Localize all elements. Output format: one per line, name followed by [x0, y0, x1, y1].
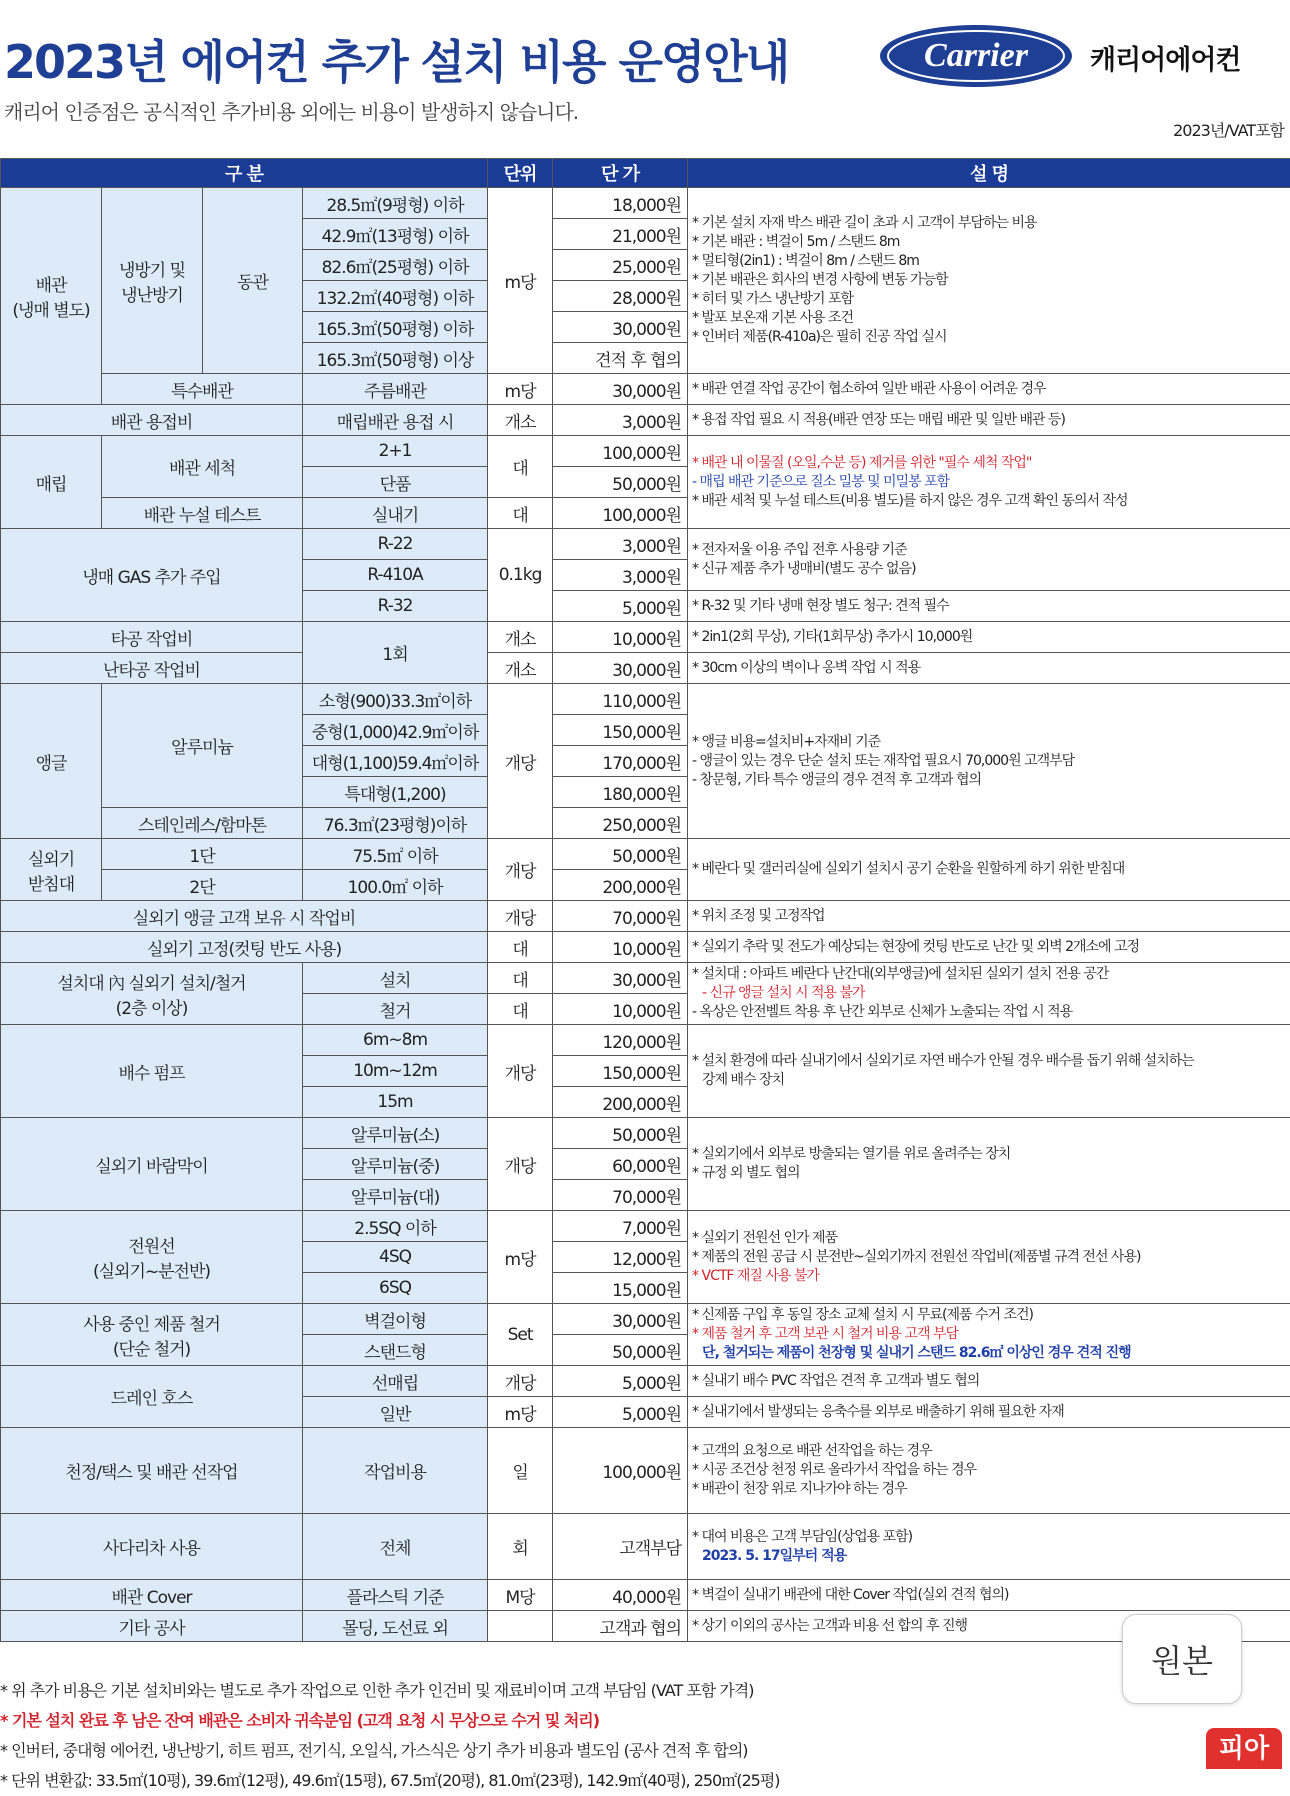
vat-note: 2023년/VAT포함: [1173, 118, 1284, 141]
carrier-logo: [876, 22, 1076, 90]
piping-price: 30,000원: [553, 374, 688, 405]
special-piping-desc: * 배관 연결 작업 공간이 협소하여 일반 배관 사용이 어려운 경우: [688, 374, 1290, 405]
removal-item: 스탠드형: [303, 1335, 488, 1366]
embedded-item: 실내기: [303, 498, 488, 529]
windguard-item: 알루미늄(소): [303, 1118, 488, 1149]
drain-item: 선매립: [303, 1366, 488, 1397]
ceiling-description: [688, 1428, 1290, 1514]
piping-price: 25,000원: [553, 250, 688, 281]
windguard-price: 60,000원: [553, 1149, 688, 1180]
drain-price: 5,000원: [553, 1397, 688, 1428]
drilling-desc: * 2in1(2회 무상), 기타(1회무상) 추가시 10,000원: [688, 622, 1290, 653]
table-row: [1, 1366, 1290, 1397]
special-piping-label: 특수배관: [102, 374, 303, 405]
footnote: * 인버터, 중대형 에어컨, 냉난방기, 히트 펌프, 전기식, 오일식, 가스식은 상기 추가 비용과 별도임 (공사 견적 후 합의): [0, 1736, 1110, 1766]
angle-price: 250,000원: [553, 808, 688, 839]
piping-subgroup-label: 냉방기 및 냉난방기: [102, 188, 203, 374]
power-item: 4SQ: [303, 1242, 488, 1273]
ceiling-price: 100,000원: [553, 1428, 688, 1514]
gas-unit: 0.1kg: [488, 529, 553, 622]
gas-price: 3,000원: [553, 560, 688, 591]
pump-price: 150,000원: [553, 1056, 688, 1087]
windguard-price: 70,000원: [553, 1180, 688, 1211]
footnote: * 위 추가 비용은 기본 설치비와는 별도로 추가 작업으로 인한 추가 인건비 및 재료비이며 고객 부담임 (VAT 포함 가격): [0, 1676, 1110, 1706]
cover-unit: M당: [488, 1580, 553, 1611]
pump-price: 200,000원: [553, 1087, 688, 1118]
piping-group-label: 배관 (냉매 별도): [1, 188, 102, 405]
table-row: [1, 529, 1290, 560]
gas-desc-line: * 신규 제품 추가 냉매비(별도 공수 없음): [692, 560, 1286, 579]
embedded-price: 100,000원: [553, 498, 688, 529]
ceiling-item: 작업비용: [303, 1428, 488, 1514]
drain-unit: 개당: [488, 1366, 553, 1397]
piping-item: 165.3㎡(50평형) 이상: [303, 343, 488, 374]
ladder-desc-blue: 2023. 5. 17일부터 적용: [692, 1547, 1286, 1566]
ceiling-unit: 일: [488, 1428, 553, 1514]
power-item: 6SQ: [303, 1273, 488, 1304]
table-row: [1, 1304, 1290, 1335]
copper-label: 동관: [203, 188, 303, 374]
rack-price: 10,000원: [553, 994, 688, 1025]
gas-description: [688, 529, 1290, 591]
header-unit: 단위: [488, 159, 553, 188]
rack-unit: 대: [488, 994, 553, 1025]
rack-description: [688, 963, 1290, 1025]
ladder-label: 사다리차 사용: [1, 1514, 303, 1580]
embedded-unit: 대: [488, 498, 553, 529]
pump-item: 10m~12m: [303, 1056, 488, 1087]
windguard-description: [688, 1118, 1290, 1211]
stand-item: 75.5㎡ 이하: [303, 839, 488, 870]
power-price: 15,000원: [553, 1273, 688, 1304]
gas-price: 3,000원: [553, 529, 688, 560]
fixing-desc: * 실외기 추락 및 전도가 예상되는 현장에 컷팅 반도로 난간 및 외벽 2개소에 고정: [688, 932, 1290, 963]
embedded-item: 2+1: [303, 436, 488, 467]
pump-price: 120,000원: [553, 1025, 688, 1056]
angle-price: 150,000원: [553, 715, 688, 746]
piping-price: 18,000원: [553, 188, 688, 219]
removal-label: 사용 중인 제품 철거 (단순 철거): [1, 1304, 303, 1366]
rack-item: 설치: [303, 963, 488, 994]
aluminum-label: 알루미늄: [102, 684, 303, 808]
drain-unit: m당: [488, 1397, 553, 1428]
piping-desc-line: * 인버터 제품(R-410a)은 필히 진공 작업 실시: [692, 328, 1286, 347]
angle-price: 110,000원: [553, 684, 688, 715]
removal-unit: Set: [488, 1304, 553, 1366]
drilling-label: 타공 작업비: [1, 622, 303, 653]
gas-desc-line: * 전자저울 이용 주입 전후 사용량 기준: [692, 541, 1286, 560]
rack-desc-line: * 설치대 : 아파트 베란다 난간대(외부앵글)에 설치된 실외기 설치 전용 공간: [692, 965, 1286, 984]
embedded-desc-black: * 배관 세척 및 누설 테스트(비용 별도)를 하지 않은 경우 고객 확인 동의서 작성: [692, 492, 1286, 511]
drilling-desc: * 30cm 이상의 벽이나 옹벽 작업 시 적용: [688, 653, 1290, 684]
ceiling-desc-line: * 고객의 요청으로 배관 선작업을 하는 경우: [692, 1442, 1286, 1461]
stainless-label: 스테인레스/함마톤: [102, 808, 303, 839]
piping-unit: m당: [488, 374, 553, 405]
piping-item: 28.5㎡(9평형) 이하: [303, 188, 488, 219]
pump-item: 6m~8m: [303, 1025, 488, 1056]
angle-item: 중형(1,000)42.9㎡이하: [303, 715, 488, 746]
power-desc-line: * 제품의 전원 공급 시 분전반~실외기까지 전원선 작업비(제품별 규격 전선 사용): [692, 1248, 1286, 1267]
table-row: [1, 1514, 1290, 1580]
removal-desc-red: * 제품 철거 후 고객 보관 시 철거 비용 고객 부담: [692, 1325, 1286, 1344]
welding-price: 3,000원: [553, 405, 688, 436]
piping-item: 165.3㎡(50평형) 이하: [303, 312, 488, 343]
page-title: 2023년 에어컨 추가 설치 비용 운영안내: [4, 26, 788, 92]
windguard-unit: 개당: [488, 1118, 553, 1211]
removal-desc-line: * 신제품 구입 후 동일 장소 교체 설치 시 무료(제품 수거 조건): [692, 1306, 1286, 1325]
page-subtitle: 캐리어 인증점은 공식적인 추가비용 외에는 비용이 발생하지 않습니다.: [4, 96, 578, 125]
header-category: 구 분: [1, 159, 488, 188]
etc-price: 고객과 협의: [553, 1611, 688, 1642]
rack-desc-red: - 신규 앵글 설치 시 적용 불가: [692, 984, 1286, 1003]
angle-item: 76.3㎡(23평형)이하: [303, 808, 488, 839]
power-price: 12,000원: [553, 1242, 688, 1273]
stand-desc: * 베란다 및 갤러리실에 실외기 설치시 공기 순환을 원할하게 하기 위한 받침대: [688, 839, 1290, 901]
drain-desc: * 실내기에서 발생되는 응축수를 외부로 배출하기 위해 필요한 자재: [688, 1397, 1290, 1428]
power-price: 7,000원: [553, 1211, 688, 1242]
drilling-unit: 개소: [488, 653, 553, 684]
rack-price: 30,000원: [553, 963, 688, 994]
piping-desc-line: * 발포 보온재 기본 사용 조건: [692, 309, 1286, 328]
etc-item: 몰딩, 도선료 외: [303, 1611, 488, 1642]
table-row: [1, 1025, 1290, 1056]
fixing-unit: 대: [488, 932, 553, 963]
piping-description: [688, 188, 1290, 374]
drilling-price: 30,000원: [553, 653, 688, 684]
piping-price: 30,000원: [553, 312, 688, 343]
angle-unit: 개당: [488, 684, 553, 839]
windguard-price: 50,000원: [553, 1118, 688, 1149]
pump-item: 15m: [303, 1087, 488, 1118]
stand-price: 200,000원: [553, 870, 688, 901]
table-row: [1, 684, 1290, 715]
pump-desc-line: 강제 배수 장치: [692, 1071, 1286, 1090]
power-label: 전원선 (실외기~분전반): [1, 1211, 303, 1304]
table-row: [1, 1211, 1290, 1242]
piping-unit: m당: [488, 188, 553, 374]
welding-item: 매립배관 용접 시: [303, 405, 488, 436]
ladder-price: 고객부담: [553, 1514, 688, 1580]
drain-desc: * 실내기 배수 PVC 작업은 견적 후 고객과 별도 협의: [688, 1366, 1290, 1397]
stand-tier-label: 2단: [102, 870, 303, 901]
header-price: 단 가: [553, 159, 688, 188]
piping-desc-line: * 히터 및 가스 냉난방기 포함: [692, 290, 1286, 309]
footnote-red: * 기본 설치 완료 후 남은 잔여 배관은 소비자 귀속분임 (고객 요청 시 무상으로 수거 및 처리): [0, 1706, 1110, 1736]
rack-label: 설치대 內 실외기 설치/철거 (2층 이상): [1, 963, 303, 1025]
removal-description: [688, 1304, 1290, 1366]
table-row: [1, 932, 1290, 963]
gas-r32-desc: * R-32 및 기타 냉매 현장 별도 청구: 견적 필수: [688, 591, 1290, 622]
header-description: 설 명: [688, 159, 1290, 188]
piping-desc-line: * 멀티형(2in1) : 벽걸이 8m / 스탠드 8m: [692, 252, 1286, 271]
power-unit: m당: [488, 1211, 553, 1304]
drilling-price: 10,000원: [553, 622, 688, 653]
angle-desc-line: - 앵글이 있는 경우 단순 설치 또는 재작업 필요시 70,000원 고객부담: [692, 752, 1286, 771]
windguard-desc-line: * 실외기에서 외부로 방출되는 열기를 위로 올려주는 장치: [692, 1145, 1286, 1164]
drain-label: 드레인 호스: [1, 1366, 303, 1428]
footnotes: [0, 1676, 1110, 1796]
piping-price: 견적 후 협의: [553, 343, 688, 374]
power-desc-red: * VCTF 재질 사용 불가: [692, 1267, 1286, 1286]
windguard-label: 실외기 바람막이: [1, 1118, 303, 1211]
angle-desc-line: - 창문형, 기타 특수 앵글의 경우 견적 후 고객과 협의: [692, 771, 1286, 790]
pipe-cleaning-label: 배관 세척: [102, 436, 303, 498]
table-row: [1, 901, 1290, 932]
angle-owned-desc: * 위치 조정 및 고정작업: [688, 901, 1290, 932]
pip-thumbnail[interactable]: 피아: [1206, 1728, 1282, 1769]
stand-unit: 개당: [488, 839, 553, 901]
removal-item: 벽걸이형: [303, 1304, 488, 1335]
windguard-item: 알루미늄(대): [303, 1180, 488, 1211]
table-row: [1, 839, 1290, 870]
angle-item: 소형(900)33.3㎡이하: [303, 684, 488, 715]
power-item: 2.5SQ 이하: [303, 1211, 488, 1242]
angle-item: 특대형(1,200): [303, 777, 488, 808]
gas-item: R-410A: [303, 560, 488, 591]
welding-desc: * 용접 작업 필요 시 적용(배관 연장 또는 매립 배관 및 일반 배관 등): [688, 405, 1290, 436]
table-row: [1, 1428, 1290, 1514]
ladder-item: 전체: [303, 1514, 488, 1580]
table-row: [1, 622, 1290, 653]
angle-desc-line: * 앵글 비용=설치비+자재비 기준: [692, 733, 1286, 752]
embedded-desc-red: * 배관 내 이물질 (오일,수분 등) 제거를 위한 "필수 세척 작업": [692, 454, 1286, 473]
embedded-unit: 대: [488, 436, 553, 498]
pump-label: 배수 펌프: [1, 1025, 303, 1118]
brand-name: 캐리어에어컨: [1090, 38, 1241, 77]
stand-group-label: 실외기 받침대: [1, 839, 102, 901]
gas-item: R-32: [303, 591, 488, 622]
fixing-price: 10,000원: [553, 932, 688, 963]
drain-price: 5,000원: [553, 1366, 688, 1397]
ceiling-label: 천정/택스 및 배관 선작업: [1, 1428, 303, 1514]
piping-item: 132.2㎡(40평형) 이하: [303, 281, 488, 312]
etc-label: 기타 공사: [1, 1611, 303, 1642]
angle-price: 170,000원: [553, 746, 688, 777]
ladder-unit: 회: [488, 1514, 553, 1580]
piping-item: 42.9㎡(13평형) 이하: [303, 219, 488, 250]
embedded-description: [688, 436, 1290, 529]
gas-price: 5,000원: [553, 591, 688, 622]
removal-price: 50,000원: [553, 1335, 688, 1366]
embedded-group-label: 매립: [1, 436, 102, 529]
angle-item: 대형(1,100)59.4㎡이하: [303, 746, 488, 777]
angle-owned-label: 실외기 앵글 고객 보유 시 작업비: [1, 901, 488, 932]
piping-price: 21,000원: [553, 219, 688, 250]
original-button[interactable]: 원본: [1122, 1614, 1242, 1704]
piping-item: 주름배관: [303, 374, 488, 405]
windguard-item: 알루미늄(중): [303, 1149, 488, 1180]
ceiling-desc-line: * 시공 조건상 천정 위로 올라가서 작업을 하는 경우: [692, 1461, 1286, 1480]
table-header-row: [1, 159, 1290, 188]
table-row: [1, 1118, 1290, 1149]
cost-table: [0, 158, 1290, 1642]
stand-price: 50,000원: [553, 839, 688, 870]
table-row: [1, 374, 1290, 405]
piping-desc-line: * 기본 배관은 회사의 변경 사항에 변동 가능함: [692, 271, 1286, 290]
piping-price: 28,000원: [553, 281, 688, 312]
power-desc-line: * 실외기 전원선 인가 제품: [692, 1229, 1286, 1248]
angle-price: 180,000원: [553, 777, 688, 808]
table-row: [1, 653, 1290, 684]
fixing-label: 실외기 고정(컷팅 반도 사용): [1, 932, 488, 963]
table-row: [1, 1611, 1290, 1642]
piping-desc-line: * 기본 설치 자재 박스 배관 길이 초과 시 고객이 부담하는 비용: [692, 214, 1286, 233]
table-row: [1, 188, 1290, 219]
angle-owned-price: 70,000원: [553, 901, 688, 932]
cover-label: 배관 Cover: [1, 1580, 303, 1611]
pump-desc-line: * 설치 환경에 따라 실내기에서 실외기로 자연 배수가 안될 경우 배수를 돕기 위해 설치하는: [692, 1052, 1286, 1071]
table-row: [1, 436, 1290, 467]
pump-description: [688, 1025, 1290, 1118]
rack-item: 철거: [303, 994, 488, 1025]
pump-unit: 개당: [488, 1025, 553, 1118]
welding-unit: 개소: [488, 405, 553, 436]
gas-label: 냉매 GAS 추가 주입: [1, 529, 303, 622]
welding-label: 배관 용접비: [1, 405, 303, 436]
removal-desc-blue: 단, 철거되는 제품이 천장형 및 실내기 스탠드 82.6㎡ 이상인 경우 견적 진행: [692, 1344, 1286, 1363]
embedded-desc-blue: - 매립 배관 기준으로 질소 밀봉 및 미밀봉 포함: [692, 473, 1286, 492]
rack-desc-line: - 옥상은 안전벨트 착용 후 난간 외부로 신체가 노출되는 작업 시 적용: [692, 1003, 1286, 1022]
table-row: [1, 963, 1290, 994]
etc-desc: * 상기 이외의 공사는 고객과 비용 선 합의 후 진행: [688, 1611, 1290, 1642]
angle-owned-unit: 개당: [488, 901, 553, 932]
leak-test-label: 배관 누설 테스트: [102, 498, 303, 529]
cover-desc: * 벽걸이 실내기 배관에 대한 Cover 작업(실외 견적 협의): [688, 1580, 1290, 1611]
cover-item: 플라스틱 기준: [303, 1580, 488, 1611]
windguard-desc-line: * 규정 외 별도 협의: [692, 1164, 1286, 1183]
etc-unit: [488, 1611, 553, 1642]
power-description: [688, 1211, 1290, 1304]
angle-description: [688, 684, 1290, 839]
cover-price: 40,000원: [553, 1580, 688, 1611]
drilling-item: 1회: [303, 622, 488, 684]
angle-group-label: 앵글: [1, 684, 102, 839]
ladder-desc-line: * 대여 비용은 고객 부담임(상업용 포함): [692, 1528, 1286, 1547]
removal-price: 30,000원: [553, 1304, 688, 1335]
hard-drilling-label: 난타공 작업비: [1, 653, 303, 684]
ceiling-desc-line: * 배관이 천장 위로 지나가야 하는 경우: [692, 1480, 1286, 1499]
ladder-description: [688, 1514, 1290, 1580]
piping-item: 82.6㎡(25평형) 이하: [303, 250, 488, 281]
rack-unit: 대: [488, 963, 553, 994]
gas-item: R-22: [303, 529, 488, 560]
table-row: [1, 1580, 1290, 1611]
embedded-price: 50,000원: [553, 467, 688, 498]
table-row: [1, 405, 1290, 436]
drilling-unit: 개소: [488, 622, 553, 653]
embedded-price: 100,000원: [553, 436, 688, 467]
svg-text:Carrier: Carrier: [924, 37, 1029, 74]
footnote: * 단위 변환값: 33.5㎡(10평), 39.6㎡(12평), 49.6㎡(15평), 67.5㎡(20평), 81.0㎡(23평), 142.9㎡(40평), 250㎡(25평): [0, 1766, 1110, 1796]
piping-desc-line: * 기본 배관 : 벽걸이 5m / 스탠드 8m: [692, 233, 1286, 252]
stand-tier-label: 1단: [102, 839, 303, 870]
embedded-item: 단품: [303, 467, 488, 498]
drain-item: 일반: [303, 1397, 488, 1428]
stand-item: 100.0㎡ 이하: [303, 870, 488, 901]
